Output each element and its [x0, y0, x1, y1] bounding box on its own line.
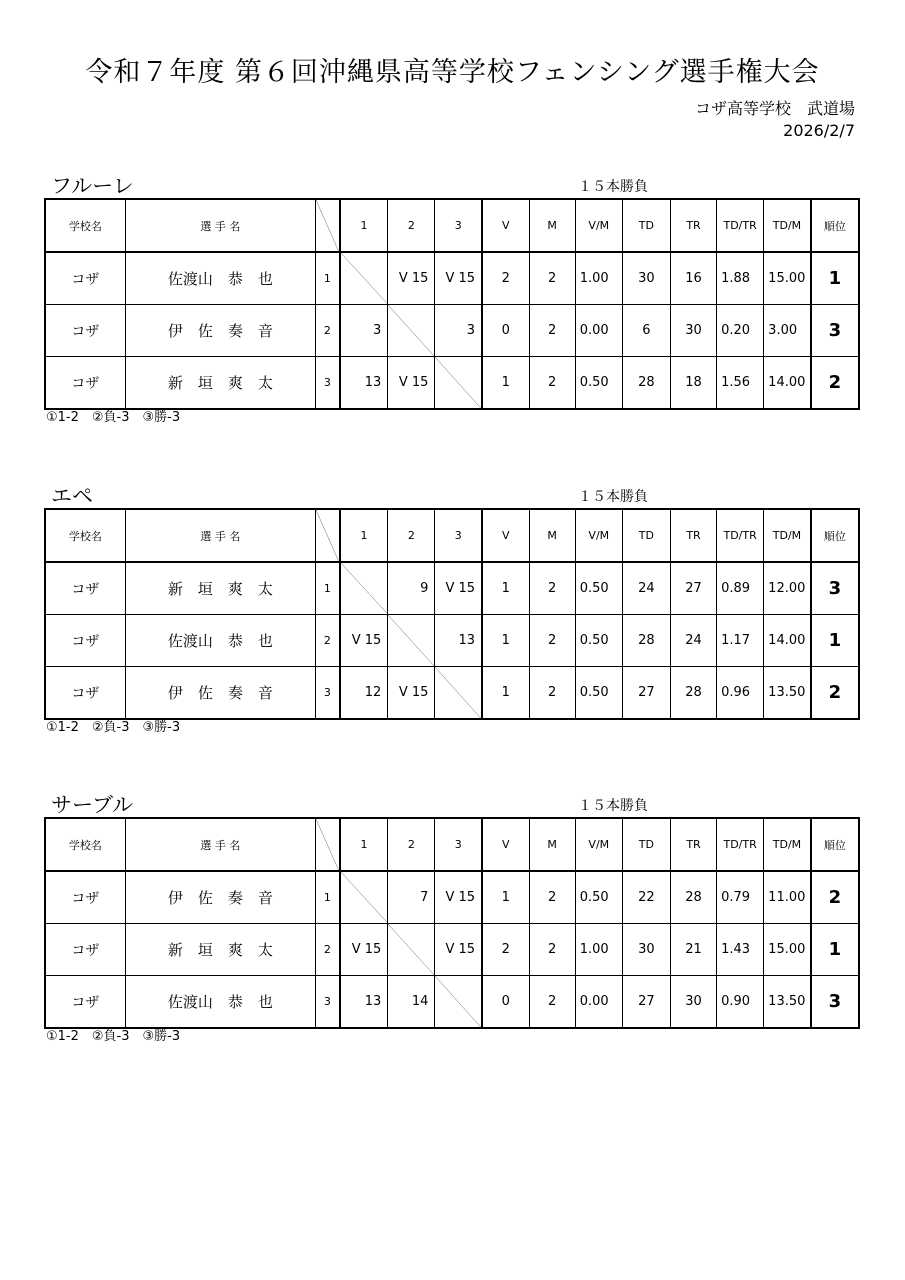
header-tr: TR	[670, 818, 716, 871]
player-number: 2	[316, 924, 340, 976]
header-tdtr: TD/TR	[717, 818, 764, 871]
touches-given-cell: 27	[622, 667, 670, 720]
header-tdm: TD/M	[764, 818, 811, 871]
touch-ratio-cell: 0.96	[717, 667, 764, 720]
header-tr: TR	[670, 199, 716, 252]
touches-received-cell: 30	[670, 976, 716, 1029]
self-bout-diagonal	[388, 924, 435, 976]
rank-cell: 3	[811, 562, 859, 615]
victory-ratio-cell: 0.00	[575, 976, 622, 1029]
victory-ratio-cell: 0.50	[575, 357, 622, 410]
victories-cell: 2	[482, 924, 529, 976]
victories-cell: 1	[482, 615, 529, 667]
header-bout-1: 1	[340, 199, 388, 252]
touches-received-cell: 30	[670, 305, 716, 357]
bout-score-2: 14	[388, 976, 435, 1029]
school-cell: コザ	[45, 252, 125, 305]
header-bout-1: 1	[340, 818, 388, 871]
school-cell: コザ	[45, 305, 125, 357]
header-tr: TR	[670, 509, 716, 562]
school-cell: コザ	[45, 615, 125, 667]
bout-score-1: 13	[340, 976, 388, 1029]
school-cell: コザ	[45, 871, 125, 924]
header-row	[45, 199, 859, 252]
bout-score-2: V 15	[388, 252, 435, 305]
bout-format: １５本勝負	[578, 179, 648, 195]
header-diagonal	[316, 509, 340, 562]
bout-order-legend: ①1-2 ②負-3 ③勝-3	[46, 410, 181, 425]
header-td: TD	[622, 818, 670, 871]
bout-score-1: V 15	[340, 924, 388, 976]
self-bout-diagonal	[340, 871, 388, 924]
player-number: 3	[316, 357, 340, 410]
player-number: 2	[316, 615, 340, 667]
header-m: M	[529, 199, 575, 252]
bout-score-3: V 15	[435, 252, 482, 305]
self-bout-diagonal	[435, 357, 482, 410]
victory-ratio-cell: 1.00	[575, 924, 622, 976]
victory-ratio-cell: 0.50	[575, 562, 622, 615]
table-row	[45, 871, 859, 924]
rank-cell: 1	[811, 924, 859, 976]
rank-cell: 2	[811, 357, 859, 410]
rank-cell: 1	[811, 615, 859, 667]
player-name: 新 垣 爽 太	[125, 357, 315, 410]
matches-cell: 2	[529, 252, 575, 305]
matches-cell: 2	[529, 667, 575, 720]
bout-score-3: 13	[435, 615, 482, 667]
header-td: TD	[622, 199, 670, 252]
player-name: 伊 佐 奏 音	[125, 871, 315, 924]
date-label: 2026/2/7	[783, 121, 855, 140]
bout-score-1: V 15	[340, 615, 388, 667]
header-player: 選 手 名	[125, 199, 315, 252]
header-bout-2: 2	[388, 199, 435, 252]
header-m: M	[529, 818, 575, 871]
bout-score-2: V 15	[388, 667, 435, 720]
self-bout-diagonal	[435, 976, 482, 1029]
table-row	[45, 615, 859, 667]
header-vm: V/M	[575, 818, 622, 871]
header-vm: V/M	[575, 509, 622, 562]
player-number: 2	[316, 305, 340, 357]
touch-ratio-cell: 0.79	[717, 871, 764, 924]
header-tdtr: TD/TR	[717, 199, 764, 252]
rank-cell: 3	[811, 305, 859, 357]
pool-table	[44, 198, 860, 410]
pool-table	[44, 508, 860, 720]
touches-per-match-cell: 14.00	[764, 357, 811, 410]
header-tdtr: TD/TR	[717, 509, 764, 562]
header-school: 学校名	[45, 818, 125, 871]
rank-cell: 3	[811, 976, 859, 1029]
touches-received-cell: 16	[670, 252, 716, 305]
header-bout-2: 2	[388, 818, 435, 871]
touches-per-match-cell: 14.00	[764, 615, 811, 667]
header-vm: V/M	[575, 199, 622, 252]
weapon-name: サーブル	[51, 793, 134, 817]
player-number: 1	[316, 871, 340, 924]
matches-cell: 2	[529, 305, 575, 357]
victories-cell: 1	[482, 871, 529, 924]
victory-ratio-cell: 1.00	[575, 252, 622, 305]
table-row	[45, 667, 859, 720]
bout-score-1: 12	[340, 667, 388, 720]
bout-format: １５本勝負	[578, 489, 648, 505]
bout-order-legend: ①1-2 ②負-3 ③勝-3	[46, 720, 181, 735]
touches-given-cell: 22	[622, 871, 670, 924]
header-diagonal	[316, 199, 340, 252]
player-number: 1	[316, 252, 340, 305]
touches-received-cell: 28	[670, 871, 716, 924]
matches-cell: 2	[529, 871, 575, 924]
header-school: 学校名	[45, 509, 125, 562]
matches-cell: 2	[529, 357, 575, 410]
touches-received-cell: 21	[670, 924, 716, 976]
header-tdm: TD/M	[764, 199, 811, 252]
header-v: V	[482, 818, 529, 871]
victory-ratio-cell: 0.50	[575, 615, 622, 667]
victories-cell: 0	[482, 976, 529, 1029]
self-bout-diagonal	[435, 667, 482, 720]
bout-score-1: 3	[340, 305, 388, 357]
bout-score-3: V 15	[435, 562, 482, 615]
bout-score-1: 13	[340, 357, 388, 410]
header-v: V	[482, 509, 529, 562]
victory-ratio-cell: 0.50	[575, 871, 622, 924]
header-row	[45, 818, 859, 871]
bout-score-3: V 15	[435, 924, 482, 976]
touches-received-cell: 27	[670, 562, 716, 615]
table-row	[45, 562, 859, 615]
rank-cell: 2	[811, 667, 859, 720]
player-number: 3	[316, 667, 340, 720]
table-row	[45, 252, 859, 305]
touches-received-cell: 28	[670, 667, 716, 720]
header-v: V	[482, 199, 529, 252]
touch-ratio-cell: 1.56	[717, 357, 764, 410]
venue-label: コザ高等学校 武道場	[694, 99, 855, 118]
header-bout-3: 3	[435, 199, 482, 252]
header-m: M	[529, 509, 575, 562]
school-cell: コザ	[45, 562, 125, 615]
victories-cell: 1	[482, 562, 529, 615]
player-name: 伊 佐 奏 音	[125, 305, 315, 357]
page-title: 令和７年度 第６回沖縄県高等学校フェンシング選手権大会	[85, 57, 820, 88]
header-rank: 順位	[811, 818, 859, 871]
self-bout-diagonal	[340, 252, 388, 305]
self-bout-diagonal	[388, 305, 435, 357]
victory-ratio-cell: 0.50	[575, 667, 622, 720]
header-bout-1: 1	[340, 509, 388, 562]
touches-given-cell: 30	[622, 924, 670, 976]
touches-per-match-cell: 15.00	[764, 252, 811, 305]
school-cell: コザ	[45, 357, 125, 410]
touches-given-cell: 30	[622, 252, 670, 305]
header-bout-2: 2	[388, 509, 435, 562]
bout-score-3: V 15	[435, 871, 482, 924]
touches-given-cell: 24	[622, 562, 670, 615]
player-name: 新 垣 爽 太	[125, 562, 315, 615]
player-name: 佐渡山 恭 也	[125, 976, 315, 1029]
bout-score-3: 3	[435, 305, 482, 357]
touch-ratio-cell: 0.20	[717, 305, 764, 357]
touches-received-cell: 18	[670, 357, 716, 410]
header-rank: 順位	[811, 509, 859, 562]
rank-cell: 2	[811, 871, 859, 924]
touches-given-cell: 28	[622, 357, 670, 410]
touches-per-match-cell: 13.50	[764, 667, 811, 720]
school-cell: コザ	[45, 667, 125, 720]
header-player: 選 手 名	[125, 818, 315, 871]
player-name: 佐渡山 恭 也	[125, 252, 315, 305]
matches-cell: 2	[529, 976, 575, 1029]
touches-per-match-cell: 12.00	[764, 562, 811, 615]
pool-table	[44, 817, 860, 1029]
touch-ratio-cell: 1.88	[717, 252, 764, 305]
touches-received-cell: 24	[670, 615, 716, 667]
victory-ratio-cell: 0.00	[575, 305, 622, 357]
touches-per-match-cell: 11.00	[764, 871, 811, 924]
self-bout-diagonal	[388, 615, 435, 667]
touches-per-match-cell: 3.00	[764, 305, 811, 357]
touches-per-match-cell: 13.50	[764, 976, 811, 1029]
player-number: 1	[316, 562, 340, 615]
school-cell: コザ	[45, 924, 125, 976]
bout-order-legend: ①1-2 ②負-3 ③勝-3	[46, 1029, 181, 1044]
header-player: 選 手 名	[125, 509, 315, 562]
weapon-name: フルーレ	[51, 174, 134, 198]
header-school: 学校名	[45, 199, 125, 252]
header-rank: 順位	[811, 199, 859, 252]
touch-ratio-cell: 1.17	[717, 615, 764, 667]
player-name: 佐渡山 恭 也	[125, 615, 315, 667]
header-bout-3: 3	[435, 818, 482, 871]
table-row	[45, 976, 859, 1029]
bout-score-2: 9	[388, 562, 435, 615]
matches-cell: 2	[529, 924, 575, 976]
player-name: 伊 佐 奏 音	[125, 667, 315, 720]
bout-score-2: 7	[388, 871, 435, 924]
table-row	[45, 305, 859, 357]
rank-cell: 1	[811, 252, 859, 305]
weapon-name: エペ	[51, 484, 93, 508]
header-diagonal	[316, 818, 340, 871]
bout-format: １５本勝負	[578, 798, 648, 814]
victories-cell: 1	[482, 357, 529, 410]
touch-ratio-cell: 1.43	[717, 924, 764, 976]
touches-given-cell: 27	[622, 976, 670, 1029]
victories-cell: 0	[482, 305, 529, 357]
player-name: 新 垣 爽 太	[125, 924, 315, 976]
touch-ratio-cell: 0.89	[717, 562, 764, 615]
school-cell: コザ	[45, 976, 125, 1029]
header-bout-3: 3	[435, 509, 482, 562]
touches-given-cell: 28	[622, 615, 670, 667]
matches-cell: 2	[529, 562, 575, 615]
touches-given-cell: 6	[622, 305, 670, 357]
matches-cell: 2	[529, 615, 575, 667]
victories-cell: 2	[482, 252, 529, 305]
header-row	[45, 509, 859, 562]
header-td: TD	[622, 509, 670, 562]
bout-score-2: V 15	[388, 357, 435, 410]
touch-ratio-cell: 0.90	[717, 976, 764, 1029]
table-row	[45, 357, 859, 410]
header-tdm: TD/M	[764, 509, 811, 562]
player-number: 3	[316, 976, 340, 1029]
self-bout-diagonal	[340, 562, 388, 615]
table-row	[45, 924, 859, 976]
touches-per-match-cell: 15.00	[764, 924, 811, 976]
victories-cell: 1	[482, 667, 529, 720]
